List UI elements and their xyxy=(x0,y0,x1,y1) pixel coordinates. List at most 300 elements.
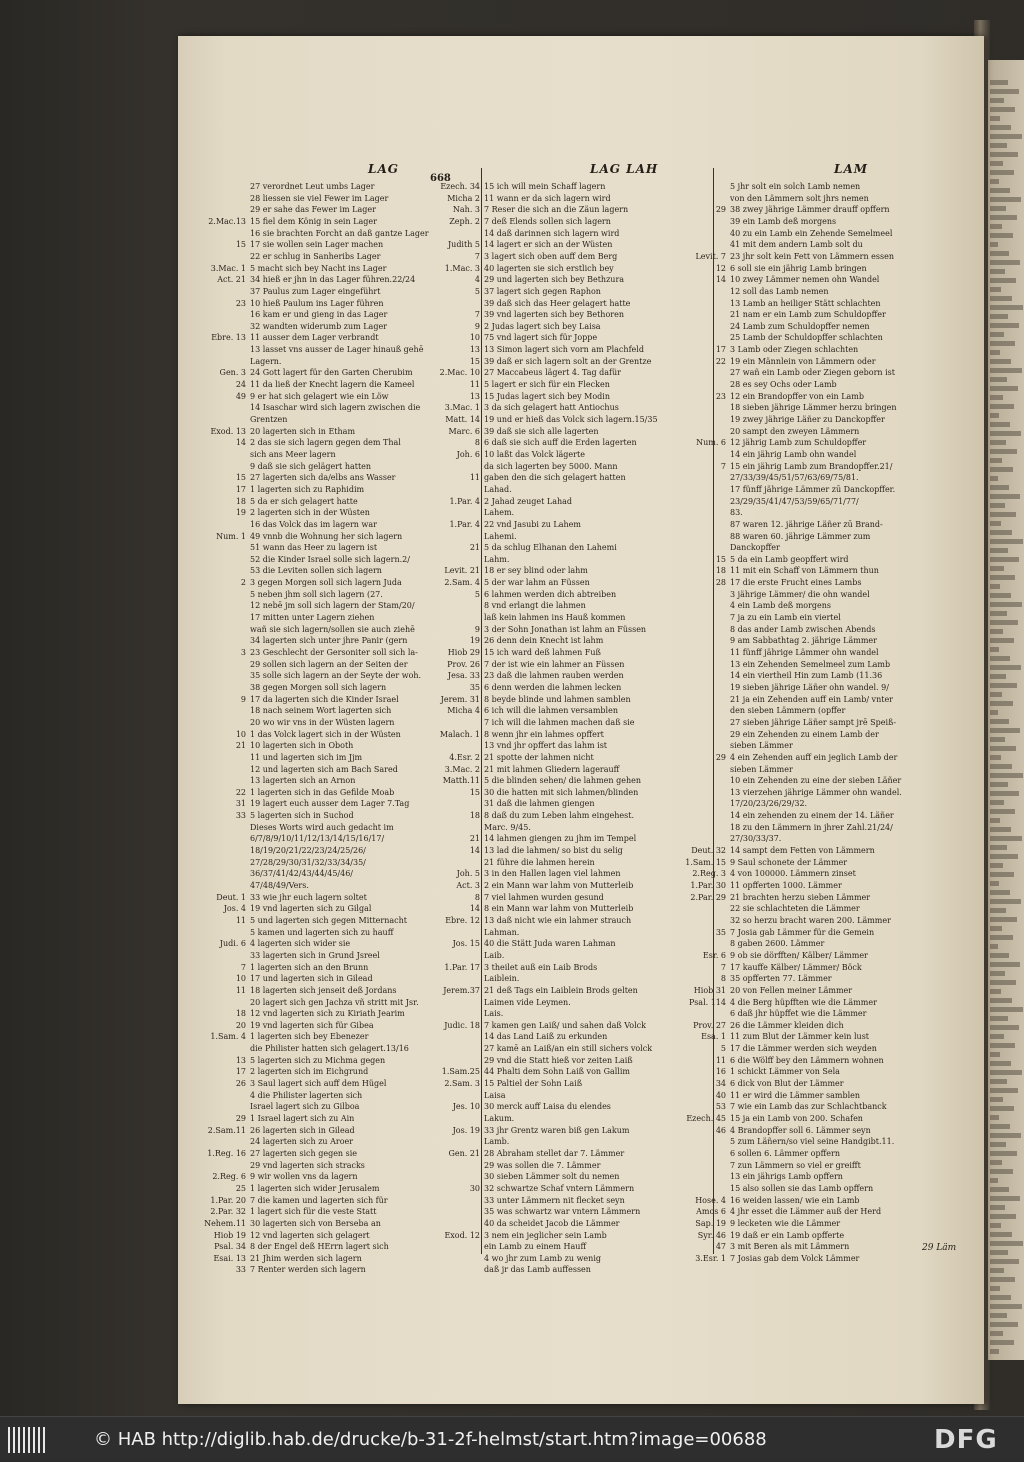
index-entry: 13 lasset vns ausser de Lager hinauß gehē xyxy=(250,345,424,355)
entry-reference: 14 xyxy=(715,275,726,285)
index-entry: laß kein lahmen ins Hauß kommen xyxy=(484,613,626,623)
index-entry: 6/7/8/9/10/11/12/13/14/15/16/17/ xyxy=(250,834,385,844)
entry-reference: 12 xyxy=(715,263,726,273)
entry-reference: 13 xyxy=(235,1055,246,1065)
index-entry: 7 die kamen und lagerten sich für xyxy=(250,1195,388,1205)
entry-reference: 5 xyxy=(474,589,480,599)
index-entry: 2 lagerten sich im Eichgrund xyxy=(250,1067,369,1077)
index-entry: 29 vnd die Statt hieß vor zeiten Laiß xyxy=(484,1055,633,1065)
entry-reference: Esa. 1 xyxy=(701,1032,726,1042)
entry-reference: 9 xyxy=(474,321,480,331)
index-entry: 2 Judas lagert sich bey Laisa xyxy=(484,321,601,331)
entry-reference: Ebre. 13 xyxy=(211,333,246,343)
index-entry: 18/19/20/21/22/23/24/25/26/ xyxy=(250,846,366,856)
index-entry: 9 lecketen wie die Lämmer xyxy=(730,1218,841,1228)
index-entry: 11 und lagerten sich im Jjm xyxy=(250,752,363,762)
entry-reference: 1.Mac. 3 xyxy=(444,263,480,273)
entry-reference: 17 xyxy=(235,484,246,494)
index-entry: 35 was schwartz war vntern Lämmern xyxy=(484,1207,641,1217)
index-entry: 24 Gott lagert für den Garten Cherubim xyxy=(250,368,413,378)
entry-reference: 9 xyxy=(474,624,480,634)
index-entry: 3 mit Beren als mit Lämmern xyxy=(730,1242,850,1252)
index-entry: 14 daß darinnen sich lagern wird xyxy=(484,228,620,238)
index-entry: 19 zwey jährige Läñer zu Danckopffer xyxy=(730,415,885,424)
index-entry: 5 da schlug Elhanan den Lahemi xyxy=(484,543,617,553)
index-entry: 20 von Fellen meiner Lämmer xyxy=(730,985,853,995)
entry-reference: Malach. 1 xyxy=(439,729,480,739)
index-entry: 28 Abraham stellet dar 7. Lämmer xyxy=(484,1148,625,1158)
index-entry: 15 Judas lagert sich bey Modin xyxy=(484,391,610,401)
index-entry: 7 der ist wie ein lahmer an Füssen xyxy=(484,659,625,669)
index-entry: 9 Saul schonete der Lämmer xyxy=(730,857,848,867)
entry-reference: 22 xyxy=(235,787,246,797)
index-entry: 1 lagerten sich bey Ebenezer xyxy=(250,1032,369,1042)
index-entry: 1 schickt Lämmer von Sela xyxy=(730,1067,840,1077)
index-entry: Laimen vide Leymen. xyxy=(484,997,571,1007)
index-entry: 3 in den Hallen lagen viel lahmen xyxy=(484,869,621,879)
entry-reference: 8 xyxy=(474,438,480,448)
index-entry: 5 jhr solt ein solch Lamb nemen xyxy=(730,182,861,191)
catchword: 29 Läm xyxy=(922,1243,957,1253)
index-entry: 1 lagerten sich in das Gefilde Moab xyxy=(250,787,395,797)
entry-reference: 28 xyxy=(715,578,726,588)
viewer-footer xyxy=(0,1416,1024,1462)
entry-reference: 7 xyxy=(474,310,480,320)
entry-reference: 30 xyxy=(469,1183,480,1193)
index-entry: 2 Jahad zeuget Lahad xyxy=(484,496,573,506)
entry-reference: 35 xyxy=(469,682,480,692)
index-entry: Laisa xyxy=(484,1090,506,1100)
entry-reference: 22 xyxy=(715,356,726,366)
entry-reference: Jerem.37 xyxy=(443,985,480,995)
index-entry: 9 ob sie dörfften/ Kälber/ Lämmer xyxy=(730,950,868,960)
index-entry: 23 Geschlecht der Gersoniter soll sich la- xyxy=(250,648,418,657)
adjacent-page-edge xyxy=(988,60,1024,1360)
entry-reference: 1.Par. 4 xyxy=(449,519,480,529)
entry-reference: 1.Sam. 15 xyxy=(685,857,726,867)
entry-reference: 14 xyxy=(469,846,480,856)
index-entry: 33 jhr Grentz waren biß gen Lakum xyxy=(484,1125,630,1135)
index-entry: 5 lagerten sich in Suchod xyxy=(250,811,354,821)
entry-reference: 10 xyxy=(235,729,246,739)
index-entry: 3 nem ein jeglicher sein Lamb xyxy=(484,1230,607,1240)
index-entry: 27 lagerten sich gegen sie xyxy=(250,1148,358,1158)
index-entry: 28 es sey Ochs oder Lamb xyxy=(730,380,837,390)
index-entry: von den Lämmern solt jhrs nemen xyxy=(730,193,869,203)
index-entry: 27 verordnet Leut umbs Lager xyxy=(250,182,375,191)
index-entry: 22 vnd Jasubi zu Lahem xyxy=(484,519,581,529)
entry-reference: 3 xyxy=(240,648,246,657)
index-entry: 21 deß Tags ein Laiblein Brods gelten xyxy=(484,985,638,995)
entry-reference: 3.Mac. 1 xyxy=(210,263,246,273)
entry-reference: 4 xyxy=(474,275,480,285)
entry-reference: 13 xyxy=(469,391,480,401)
entry-reference: 11 xyxy=(715,1055,726,1065)
entry-reference: Jes. 10 xyxy=(452,1102,480,1112)
index-entry: 35 solle sich lagern an der Seyte der woh. xyxy=(250,671,422,681)
index-entry: 5 kamen und lagerten sich zu hauff xyxy=(250,927,394,937)
index-entry: 7 ich will die lahmen machen daß sie xyxy=(484,717,635,727)
index-entry: 29 was sollen die 7. Lämmer xyxy=(484,1160,601,1170)
entry-reference: 7 xyxy=(720,962,726,972)
entry-reference: Judic. 18 xyxy=(444,1020,480,1030)
index-entry: 32 schwartze Schaf vntern Lämmern xyxy=(484,1183,635,1193)
entry-reference: Judith 5 xyxy=(447,240,480,250)
index-entry: 30 die hatten mit sich lahmen/blinden xyxy=(484,787,639,797)
index-entry: 21 mit lahmen Gliedern lagerauff xyxy=(484,764,620,774)
index-entry: 40 da scheidet Jacob die Lämmer xyxy=(484,1218,620,1228)
index-entry: sieben Lämmer xyxy=(730,764,793,774)
index-entry: 38 gegen Morgen soll sich lagern xyxy=(250,682,387,692)
entry-reference: Act. 3 xyxy=(456,881,480,890)
index-entry: 11 fünff jährige Lämmer ohn wandel xyxy=(730,648,879,657)
index-entry: 47/48/49/Vers. xyxy=(250,881,309,890)
entry-reference: 47 xyxy=(715,1242,726,1252)
index-entry: 19 daß er ein Lamb opfferte xyxy=(730,1230,845,1240)
index-entry: 8 der Engel deß HErrn lagert sich xyxy=(250,1242,389,1252)
copyright-link[interactable]: © HAB http://diglib.hab.de/drucke/b-31-2f-helmst/start.htm?image=00688 xyxy=(94,1429,767,1450)
index-entry: 5 lagerten sich zu Michma gegen xyxy=(250,1055,386,1065)
index-entry: 8 wenn jhr ein lahmes opffert xyxy=(484,729,604,739)
index-entry: 15 fiel dem König in sein Lager xyxy=(250,216,377,226)
index-entry: 18 zu den Lämmern in jhrer Zahl.21/24/ xyxy=(730,822,893,832)
index-entry: 3 Saul lagert sich auff dem Hügel xyxy=(250,1079,387,1089)
hab-logo-icon xyxy=(8,1427,46,1453)
entry-reference: 18 xyxy=(235,1009,246,1019)
index-entry: 16 sie brachten Forcht an daß gantze Lager xyxy=(250,228,429,238)
entry-reference: Num. 1 xyxy=(216,531,246,541)
entry-reference: 11 xyxy=(235,985,246,995)
index-entry: 29 er sahe das Fewer im Lager xyxy=(250,205,376,215)
index-entry: 4 von 100000. Lämmern zinset xyxy=(730,869,856,879)
index-entry: 4 ein Zehenden auff ein jeglich Lamb der xyxy=(730,752,898,762)
index-entry: 5 da ein Lamb geopffert wird xyxy=(730,554,849,564)
index-entry: 4 jhr esset die Lämmer auß der Herd xyxy=(730,1207,882,1217)
entry-reference: 13 xyxy=(469,345,480,355)
index-entry: 4 die Philister lagerten sich xyxy=(250,1090,363,1100)
index-entry: 39 daß er sich lagern solt an der Grentze xyxy=(484,356,652,366)
index-entry: ein Lamb zu einem Hauff xyxy=(484,1242,587,1252)
entry-reference: 4.Esr. 2 xyxy=(449,752,480,762)
entry-reference: 2.Par. 29 xyxy=(690,892,726,902)
entry-reference: Ezech. 34 xyxy=(440,182,480,191)
index-entry: 9 daß sie sich gelägert hatten xyxy=(250,461,372,471)
entry-reference: 34 xyxy=(715,1079,726,1089)
index-entry: 2 ein Mann war lahm von Mutterleib xyxy=(484,881,634,890)
entry-reference: 29 xyxy=(235,1114,246,1123)
index-entry: 17 die erste Frucht eines Lambs xyxy=(730,578,862,588)
entry-reference: 21 xyxy=(235,741,246,751)
index-entry: 75 vnd lagert sich für Joppe xyxy=(484,333,598,343)
index-entry: 41 mit dem andern Lamb solt du xyxy=(730,240,863,250)
entry-reference: Jerem. 31 xyxy=(440,694,480,704)
entry-reference: 29 xyxy=(715,752,726,762)
entry-reference: 1.Par. 17 xyxy=(444,962,480,972)
entry-reference: 1.Par. 30 xyxy=(690,881,726,890)
index-entry: 39 daß sie sich alle lagerten xyxy=(484,426,599,436)
entry-reference: 14 xyxy=(235,438,246,448)
index-entry: 17 mitten unter Lagern ziehen xyxy=(250,613,375,623)
index-entry: 52 die Kinder Israel solle sich lagern.2/ xyxy=(250,554,410,564)
index-entry: 18 lagerten sich jenseit deß Jordans xyxy=(250,985,397,995)
index-entry: 6 lahmen werden dich abtreiben xyxy=(484,589,617,599)
entry-reference: Jesa. 33 xyxy=(447,671,480,681)
index-entry: 13 lad die lahmen/ so bist du selig xyxy=(484,846,623,856)
index-entry: 5 der war lahm an Füssen xyxy=(484,578,590,588)
index-entry: 5 die blinden sehen/ die lahmen gehen xyxy=(484,776,641,786)
index-entry: da sich lagerten bey 5000. Mann xyxy=(484,461,618,471)
entry-reference: Nehem.11 xyxy=(204,1218,246,1228)
entry-reference: Act. 21 xyxy=(217,275,246,285)
entry-reference: 33 xyxy=(235,811,246,821)
entry-reference: Joh. 6 xyxy=(456,449,480,459)
index-entry: 23 daß die lahmen rauben werden xyxy=(484,671,624,681)
index-entry: 27 sieben jährige Läñer sampt jrē Speiß- xyxy=(730,717,897,727)
index-entry: 19 lagert euch ausser dem Lager 7.Tag xyxy=(250,799,410,809)
entry-reference: Syr. 46 xyxy=(697,1230,726,1240)
entry-reference: Gen. 3 xyxy=(219,368,246,378)
index-entry: 8 gaben 2600. Lämmer xyxy=(730,939,825,949)
index-entry: 9 am Sabbathtag 2. jährige Lämmer xyxy=(730,636,877,646)
index-entry: 21 ja ein Zehenden auff ein Lamb/ vnter xyxy=(730,694,893,704)
entry-reference: Joh. 5 xyxy=(456,869,480,879)
index-entry: 26 die Lämmer kleiden dich xyxy=(730,1020,844,1030)
entry-reference: 15 xyxy=(235,240,246,250)
index-entry: 21 spotte der lahmen nicht xyxy=(484,752,594,762)
index-entry: 11 mit ein Schaff von Lämmern thun xyxy=(730,566,879,576)
index-entry: 10 hieß Paulum ins Lager führen xyxy=(250,298,384,308)
index-entry: 14 Isaschar wird sich lagern zwischen die xyxy=(250,403,421,413)
index-entry: 3 Lamb oder Ziegen schlachten xyxy=(730,345,859,355)
entry-reference: 7 xyxy=(720,461,726,471)
index-entry: 21 führe die lahmen herein xyxy=(484,857,595,867)
index-entry: Danckopffer xyxy=(730,543,780,553)
index-entry: Lahem. xyxy=(484,508,515,518)
index-entry: 8 das ander Lamb zwischen Abends xyxy=(730,624,876,634)
index-entry: 32 wandten widerumb zum Lager xyxy=(250,321,388,331)
index-entry: 24 lagerten sich zu Aroer xyxy=(250,1137,354,1147)
index-entry: 37 Paulus zum Lager eingeführt xyxy=(250,286,381,296)
entry-reference: Jos. 4 xyxy=(223,904,246,914)
index-entry: 20 sampt den zweyen Lämmern xyxy=(730,426,860,436)
index-entry: 7 wie ein Lamb das zur Schlachtbanck xyxy=(730,1102,887,1112)
index-entry: 83. xyxy=(730,508,743,518)
index-entry: 34 lagerten sich unter jhre Panir (gern xyxy=(250,636,408,646)
index-entry: 15 ich ward deß lahmen Fuß xyxy=(484,648,601,657)
entry-reference: 11 xyxy=(235,915,246,925)
index-entry: 4 die Berg hüpfften wie die Lämmer xyxy=(730,997,877,1007)
index-entry: 5 da er sich gelagert hatte xyxy=(250,496,358,506)
index-entry: 3 da sich gelagert hatt Antiochus xyxy=(484,403,619,413)
entry-reference: 29 xyxy=(715,205,726,215)
index-entry: Lahm. xyxy=(484,554,510,564)
index-entry: 10 zwey Lämmer nemen ohn Wandel xyxy=(730,275,880,285)
entry-reference: 15 xyxy=(235,473,246,483)
index-entry: 19 sieben jährige Läñer ohn wandel. 9/ xyxy=(730,682,889,692)
index-entry: 21 Jhim werden sich lagern xyxy=(250,1253,362,1263)
index-entry: 17 kauffe Kälber/ Lämmer/ Böck xyxy=(730,962,862,972)
index-entry: 1 Israel lagert sich zu Ain xyxy=(250,1114,355,1123)
index-entry: 8 daß du zum Leben lahm eingehest. xyxy=(484,811,634,821)
entry-reference: Micha 4 xyxy=(447,706,480,716)
entry-reference: 2.Sam. 4 xyxy=(444,578,480,588)
index-entry: Marc. 9/45. xyxy=(484,822,531,832)
entry-reference: 1.Sam. 4 xyxy=(210,1032,246,1042)
index-entry: 13 ein Zehenden Semelmeel zum Lamb xyxy=(730,659,891,669)
index-entry: 35 opfferten 77. Lämmer xyxy=(730,974,832,984)
entry-reference: 17 xyxy=(235,1067,246,1077)
entry-reference: 21 xyxy=(469,543,480,553)
entry-reference: 1.Par. 4 xyxy=(449,496,480,506)
entry-reference: 10 xyxy=(469,333,480,343)
entry-reference: 49 xyxy=(235,391,246,401)
entry-reference: Matt. 14 xyxy=(445,415,480,424)
index-entry: 11 da ließ der Knecht lagern die Kameel xyxy=(250,380,415,390)
entry-reference: Ebre. 12 xyxy=(445,915,480,925)
entry-reference: 46 xyxy=(715,1125,726,1135)
index-entry: 12 soll das Lamb nemen xyxy=(730,286,829,296)
index-entry: 3 der Sohn Jonathan ist lahm an Füssen xyxy=(484,624,647,634)
index-entry: 7 viel lahmen wurden gesund xyxy=(484,892,604,902)
entry-reference: Marc. 6 xyxy=(448,426,480,436)
index-entry: 5 macht sich bey Nacht ins Lager xyxy=(250,263,387,273)
index-entry: 9 er hat sich gelagert wie ein Löw xyxy=(250,391,389,401)
entry-reference: Deut. 1 xyxy=(216,892,246,902)
index-entry: Israel lagert sich zu Gilboa xyxy=(250,1102,360,1112)
page-number: 668 xyxy=(430,173,451,184)
index-entry: 8 beyde blinde und lahmen samblen xyxy=(484,694,631,704)
index-entry: 15 ein jährig Lamb zum Brandopffer.21/ xyxy=(730,461,893,471)
index-entry: 6 die Wölff bey den Lämmern wohnen xyxy=(730,1055,884,1065)
index-entry: den sieben Lämmern (opffer xyxy=(730,706,846,716)
index-entry: 27/33/39/45/51/57/63/69/75/81. xyxy=(730,473,859,483)
index-entry: 15 also sollen sie das Lamb opffern xyxy=(730,1183,874,1193)
entry-reference: Num. 6 xyxy=(696,438,726,448)
index-entry: 23/29/35/41/47/53/59/65/71/77/ xyxy=(730,496,859,506)
index-entry: 29 ein Zehenden zu einem Lamb der xyxy=(730,729,879,739)
index-entry: 11 er wird die Lämmer samblen xyxy=(730,1090,861,1100)
index-entry: 1 lagerten sich wider Jerusalem xyxy=(250,1183,380,1193)
entry-reference: Psal. 34 xyxy=(214,1242,246,1252)
entry-reference: 11 xyxy=(469,380,480,390)
index-entry: 7 Josia gab Lämmer für die Gemein xyxy=(730,927,875,937)
index-entry: Lagern. xyxy=(250,356,282,366)
index-entry: 3 gegen Morgen soll sich lagern Juda xyxy=(250,578,402,588)
index-entry: 13 vnd jhr opffert das lahm ist xyxy=(484,741,608,751)
index-entry: 16 das Volck das im lagern war xyxy=(250,519,377,529)
index-entry: 7 Renter werden sich lagern xyxy=(250,1265,366,1275)
entry-reference: 33 xyxy=(235,1265,246,1275)
index-entry: Lahemi. xyxy=(484,531,517,541)
entry-reference: 2.Par. 32 xyxy=(210,1207,246,1217)
index-entry: 30 lagerten sich von Berseba an xyxy=(250,1218,381,1228)
running-head-left: LAG xyxy=(368,162,399,176)
index-entry: 5 und lagerten sich gegen Mitternacht xyxy=(250,915,408,925)
index-entry: 6 ich will die lahmen versamblen xyxy=(484,706,618,716)
index-entry: 18 sieben jährige Lämmer herzu bringen xyxy=(730,403,897,413)
entry-reference: 20 xyxy=(235,1020,246,1030)
entry-reference: Psal. 114 xyxy=(689,997,726,1007)
entry-reference: 21 xyxy=(469,834,480,844)
index-entry: 12 ein Brandopffer von ein Lamb xyxy=(730,391,864,401)
entry-reference: Prov. 26 xyxy=(447,659,480,669)
index-entry: 29 sollen sich lagern an der Seiten der xyxy=(250,659,408,669)
index-entry: 17 die Lämmer werden sich weyden xyxy=(730,1044,877,1054)
entry-reference: 2.Mac. 10 xyxy=(439,368,480,378)
index-entry: 40 die Stätt Juda waren Lahman xyxy=(484,939,616,949)
index-entry: 6 denn werden die lahmen lecken xyxy=(484,682,622,692)
entry-reference: Jos. 19 xyxy=(452,1125,480,1135)
index-entry: Dieses Worts wird auch gedacht im xyxy=(250,822,394,832)
index-entry: 6 sollen 6. Lämmer opffern xyxy=(730,1148,840,1158)
index-entry: 6 dick von Blut der Lämmer xyxy=(730,1079,844,1089)
index-entry: 11 ausser dem Lager verbrandt xyxy=(250,333,379,343)
column-rule-1 xyxy=(481,168,482,1254)
index-entry: 16 kam er und gieng in das Lager xyxy=(250,310,388,320)
index-entry: 6 daß jhr hüpffet wie die Lämmer xyxy=(730,1009,867,1019)
entry-reference: Hiob 19 xyxy=(213,1230,246,1240)
index-entry: 2 lagerten sich in der Wüsten xyxy=(250,508,370,518)
index-entry: 20 lagert sich gen Jachza vñ stritt mit Jsr. xyxy=(250,997,419,1007)
entry-reference: 9 xyxy=(240,694,246,704)
entry-reference: Hiob 29 xyxy=(447,648,480,657)
entry-reference: 15 xyxy=(469,787,480,797)
index-entry: 14 ein jährig Lamb ohn wandel xyxy=(730,449,857,459)
index-entry: 29 vnd lagerten sich stracks xyxy=(250,1160,365,1170)
index-entry: Grentzen xyxy=(250,415,288,424)
entry-reference: 2 xyxy=(240,578,246,588)
index-entry: 20 wo wir vns in der Wüsten lagern xyxy=(250,717,395,727)
index-entry: 30 merck auff Laisa du elendes xyxy=(484,1102,611,1112)
index-entry: 3 theilet auß ein Laib Brods xyxy=(484,962,598,972)
index-entry: 49 vnnb die Wohnung her sich lagern xyxy=(250,531,403,541)
index-entry: 11 opfferten 1000. Lämmer xyxy=(730,881,842,890)
entry-reference: Hiob 31 xyxy=(693,985,726,995)
entry-reference: Exod. 13 xyxy=(210,426,246,436)
index-entry: 3 lagert sich oben auff dem Berg xyxy=(484,251,618,261)
index-entry: sich ans Meer lagern xyxy=(250,449,336,459)
index-entry: 26 lagerten sich in Gilead xyxy=(250,1125,355,1135)
index-entry: 15 Paltiel der Sohn Laiß xyxy=(484,1079,583,1089)
index-entry: Laiblein. xyxy=(484,974,520,984)
entry-reference: 15 xyxy=(715,554,726,564)
index-entry: 14 das Land Laiß zu erkunden xyxy=(484,1032,608,1042)
entry-reference: Hose. 4 xyxy=(695,1195,726,1205)
entry-reference: 18 xyxy=(469,811,480,821)
entry-reference: 2.Sam. 3 xyxy=(444,1079,480,1089)
entry-reference: Matth.11 xyxy=(442,776,480,786)
entry-reference: 3.Mac. 1 xyxy=(444,403,480,413)
index-entry: 19 vnd lagerten sich für Gibea xyxy=(250,1020,374,1030)
entry-reference: 40 xyxy=(715,1090,726,1100)
entry-reference: 35 xyxy=(715,927,726,937)
entry-reference: 26 xyxy=(235,1079,246,1089)
index-entry: 27/28/29/30/31/32/33/34/35/ xyxy=(250,857,366,867)
index-entry: 12 jährig Lamb zum Schuldopffer xyxy=(730,438,867,448)
entry-reference: 15 xyxy=(469,356,480,366)
entry-reference: 11 xyxy=(469,473,480,483)
index-entry: 17/20/23/26/29/32. xyxy=(730,799,808,809)
index-entry: 14 ein zehenden zu einem der 14. Läñer xyxy=(730,811,894,821)
entry-reference: Sap. 19 xyxy=(695,1218,726,1228)
entry-reference: 24 xyxy=(235,380,246,390)
entry-reference: 1.Reg. 16 xyxy=(207,1148,246,1158)
index-entry: 53 die Leviten sollen sich lagern xyxy=(250,566,382,576)
entry-reference: Nah. 3 xyxy=(452,205,480,215)
entry-reference: 2.Reg. 6 xyxy=(212,1172,246,1182)
index-entry: Laib. xyxy=(484,950,505,960)
index-entry: 13 daß nicht wie ein lahmer strauch xyxy=(484,915,632,925)
